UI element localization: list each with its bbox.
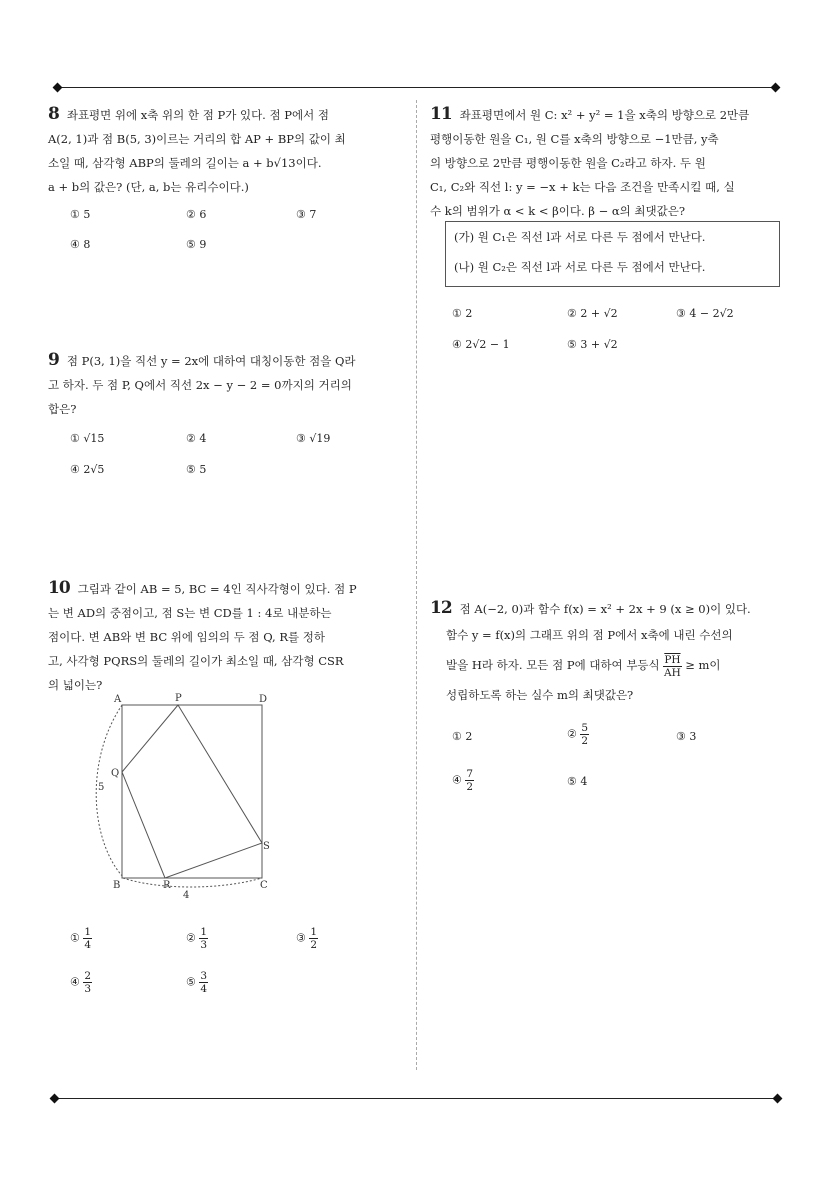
condition-na: (나) 원 C₂은 직선 l과 서로 다른 두 점에서 만난다.: [454, 260, 706, 274]
q9-choice-2[interactable]: ② 4: [186, 432, 207, 445]
bottom-rule: [55, 1098, 777, 1099]
question-12-number: 12: [430, 598, 452, 618]
q10-choice-3[interactable]: ③ $\frac{1}{2}$: [296, 926, 318, 951]
question-12-line-4: 성립하도록 하는 실수 m의 최댓값은?: [446, 688, 634, 702]
q10-choice-5[interactable]: ⑤ $\frac{3}{4}$: [186, 970, 208, 995]
q12-choice-5[interactable]: ⑤ 4: [567, 775, 588, 788]
label-a: A: [114, 694, 122, 705]
fraction-ph-ah: $\frac{\overline{PH}}{AH}$: [664, 653, 681, 679]
q11-choice-5[interactable]: ⑤ 3 + √2: [567, 338, 618, 351]
question-9-number: 9: [48, 350, 59, 370]
q12-choice-3[interactable]: ③ 3: [676, 730, 697, 743]
top-rule: [58, 87, 776, 88]
label-s: S: [263, 841, 270, 852]
label-4: 4: [183, 890, 190, 901]
q8-choice-4[interactable]: ④ 8: [70, 238, 91, 251]
fraction: $\frac{2}{3}$: [84, 970, 92, 995]
question-9-text: 점 P(3, 1)을 직선 y = 2x에 대하여 대칭이동한 점을 Q라 고 하자. 두 점 P, Q에서 직선 2x − y − 2 = 0까지의 거리의 합은?: [48, 354, 356, 416]
condition-ga: (가) 원 C₁은 직선 l과 서로 다른 두 점에서 만난다.: [454, 230, 706, 244]
q9-choice-5[interactable]: ⑤ 5: [186, 463, 207, 476]
label-c: C: [260, 880, 268, 891]
label-b: B: [113, 880, 121, 891]
label-5: 5: [98, 782, 105, 793]
question-8-number: 8: [48, 104, 59, 124]
q11-choice-1[interactable]: ① 2: [452, 307, 473, 320]
fraction: $\frac{1}{3}$: [200, 926, 208, 951]
label-p: P: [175, 693, 182, 704]
q9-choice-3[interactable]: ③ √19: [296, 432, 331, 445]
q11-choice-4[interactable]: ④ 2√2 − 1: [452, 338, 510, 351]
question-10: [48, 576, 398, 697]
bottom-rule-left-end: [50, 1094, 60, 1104]
question-8-text: 좌표평면 위에 x축 위의 한 점 P가 있다. 점 P에서 점 A(2, 1)과 점 B(5, 3)이르는 거리의 합 AP + BP의 값이 최 소일 때, 삼각형 ABP의 둘레의 길이는 a + b√13이다. a + b의 값은? (단, a, b는 유리수이다.): [48, 108, 346, 194]
fraction: $\frac{7}{2}$: [466, 768, 474, 793]
fraction: $\frac{3}{4}$: [200, 970, 208, 995]
question-9: [48, 348, 398, 421]
q9-choice-4[interactable]: ④ 2√5: [70, 463, 105, 476]
fraction: $\frac{5}{2}$: [581, 722, 589, 747]
q8-choice-5[interactable]: ⑤ 9: [186, 238, 207, 251]
arc-bc: [123, 878, 262, 887]
question-12-line-2: 함수 y = f(x)의 그래프 위의 점 P에서 x축에 내린 수선의: [446, 628, 733, 642]
question-11-number: 11: [430, 104, 452, 124]
fraction: $\frac{1}{2}$: [310, 926, 318, 951]
q11-choice-3[interactable]: ③ 4 − 2√2: [676, 307, 734, 320]
fraction: $\frac{1}{4}$: [84, 926, 92, 951]
q10-choice-1[interactable]: ① $\frac{1}{4}$: [70, 926, 92, 951]
condition-box: [445, 221, 780, 287]
q8-choice-1[interactable]: ① 5: [70, 208, 91, 221]
question-11: [430, 102, 790, 223]
rectangle-abcd: [122, 705, 262, 878]
q12-choice-4[interactable]: ④ $\frac{7}{2}$: [452, 768, 474, 793]
column-divider: [416, 100, 417, 1070]
question-10-number: 10: [48, 578, 70, 598]
question-12-line-3: 발을 H라 하자. 모든 점 P에 대하여 부등식: [446, 658, 660, 672]
q10-choice-2[interactable]: ② $\frac{1}{3}$: [186, 926, 208, 951]
q12-choice-1[interactable]: ① 2: [452, 730, 473, 743]
q9-choice-1[interactable]: ① √15: [70, 432, 105, 445]
label-r: R: [163, 880, 171, 891]
q12-choice-2[interactable]: ② $\frac{5}{2}$: [567, 722, 589, 747]
q10-choice-4[interactable]: ④ $\frac{2}{3}$: [70, 970, 92, 995]
bottom-rule-right-end: [773, 1094, 783, 1104]
question-10-text: 그림과 같이 AB = 5, BC = 4인 직사각형이 있다. 점 P 는 변 AD의 중점이고, 점 S는 변 CD를 1 : 4로 내분하는 점이다. 변 AB와 변 BC 위에 임의의 두 점 Q, R를 정하 고, 사각형 PQRS의 둘레의 길이가 최소일 때, 삼각형 CSR 의 넓이는?: [48, 582, 357, 692]
question-8: [48, 102, 398, 199]
q8-choice-2[interactable]: ② 6: [186, 208, 207, 221]
label-d: D: [259, 694, 268, 705]
top-rule-left-end: [53, 83, 63, 93]
rectangle-figure: [90, 690, 290, 905]
question-12: 12 점 A(−2, 0)과 함수 f(x) = x² + 2x + 9 (x ≥ 0)이 있다. 함수 y = f(x)의 그래프 위의 점 P에서 x축에 내린 수선의 발을 H라 하자. 모든 점 P에 대하여 부등식 $\frac{\overline{PH}}{AH}$ ≥ m이 성립하도록 하는 실수 m의 최댓값은?: [430, 595, 790, 708]
question-12-line-1: 점 A(−2, 0)과 함수 f(x) = x² + 2x + 9 (x ≥ 0)이 있다.: [459, 602, 751, 616]
label-q: Q: [111, 768, 120, 779]
quadrilateral-pqrs: [122, 705, 262, 878]
top-rule-right-end: [771, 83, 781, 93]
q8-choice-3[interactable]: ③ 7: [296, 208, 317, 221]
q11-choice-2[interactable]: ② 2 + √2: [567, 307, 618, 320]
question-11-text: 좌표평면에서 원 C: x² + y² = 1을 x축의 방향으로 2만큼 평행이동한 원을 C₁, 원 C를 x축의 방향으로 −1만큼, y축 의 방향으로 2만큼 평행이동한 원을 C₂라고 하자. 두 원 C₁, C₂와 직선 l: y = −x + k는 다음 조건을 만족시킬 때, 실 수 k의 범위가 α < k < β이다. β − α의 최댓값은?: [430, 108, 750, 218]
